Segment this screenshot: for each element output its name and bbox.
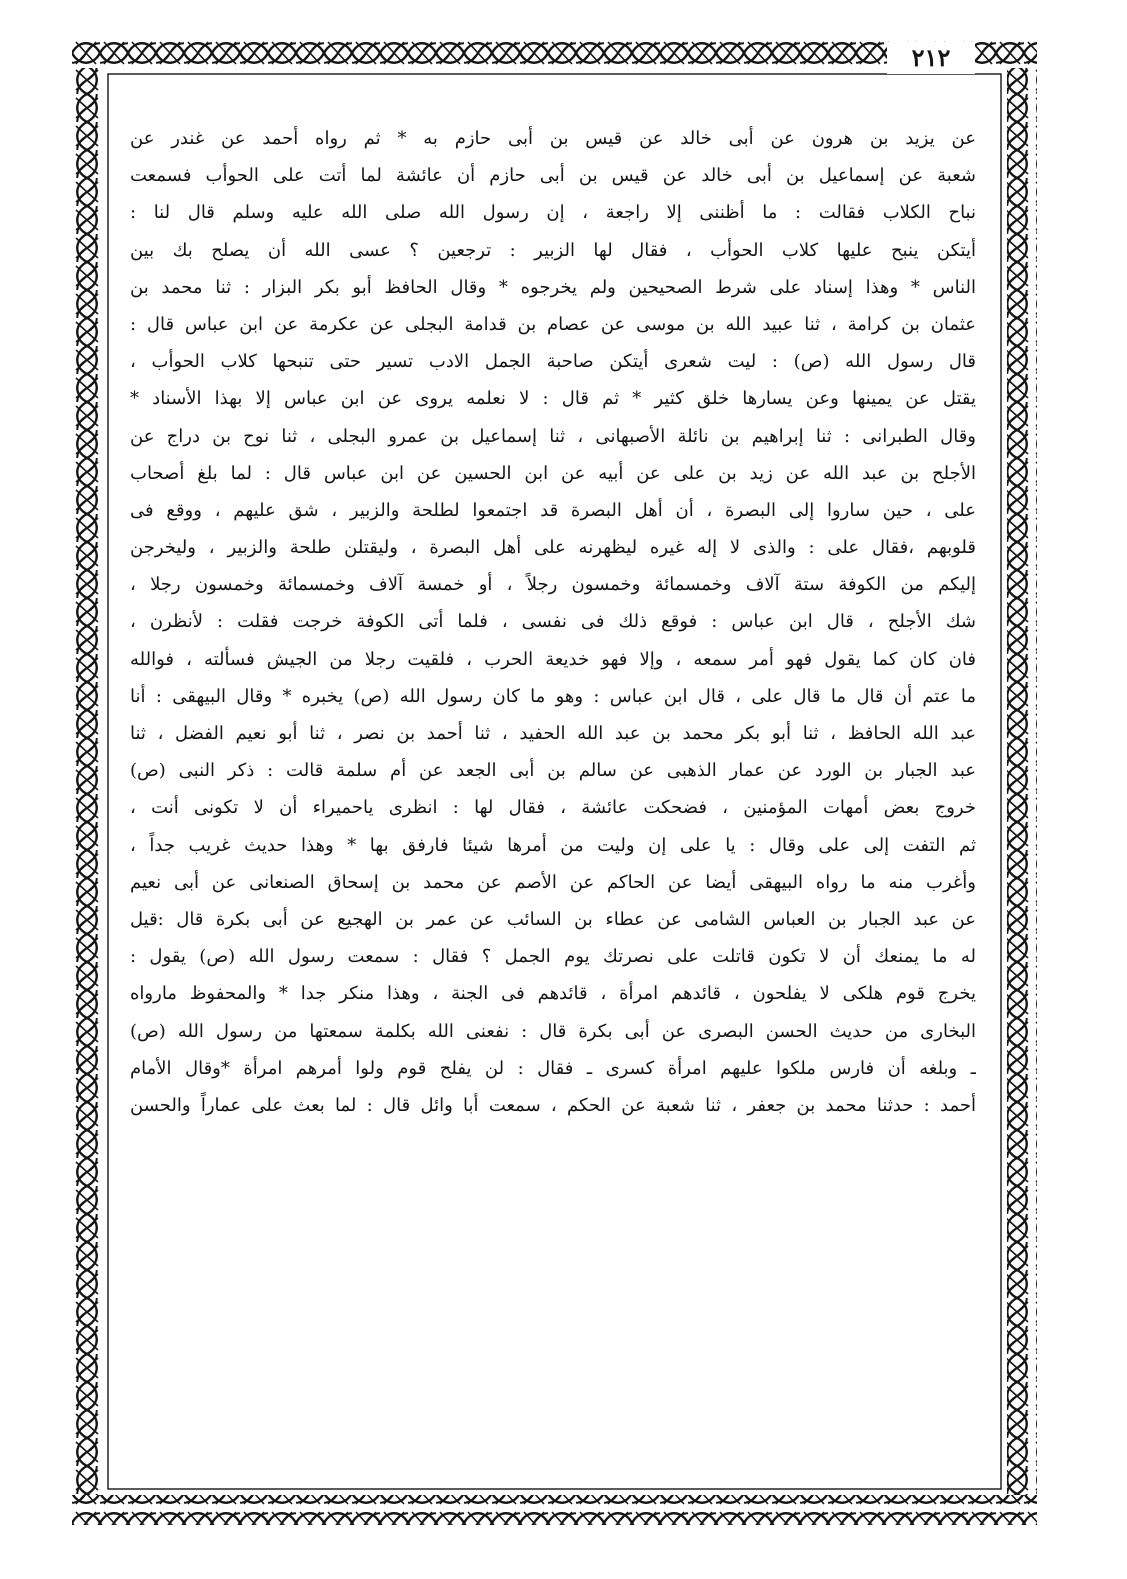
text-line: قلوبهم ،فقال على : والذى لا إله غيره ليظهرنه على أهل البصرة ، وليقتلن طلحة والزبير ، وليخرجن bbox=[130, 537, 976, 559]
text-line: ما عتم أن قال ما قال على ، قال ابن عباس : وهو ما كان رسول الله (ص) يخبره * وقال البيهقى : أنا bbox=[130, 685, 976, 707]
text-line: البخارى من حديث الحسن البصرى عن أبى بكرة قال : نفعنى الله بكلمة سمعتها من رسول الله (ص) bbox=[130, 1020, 976, 1042]
text-line: قال رسول الله (ص) : ليت شعرى أيتكن صاحبة الجمل الادب تسير حتى تنبحها كلاب الحوأب ، bbox=[130, 351, 976, 373]
text-line: عثمان بن كرامة ، ثنا عبيد الله بن موسى عن عصام بن قدامة البجلى عن عكرمة عن ابن عباس قال : bbox=[130, 313, 976, 335]
text-line: له ما يمنعك أن لا تكون قاتلت على نصرتك يوم الجمل ؟ فقال : سمعت رسول الله (ص) يقول : bbox=[130, 946, 976, 968]
text-line: خروج بعض أمهات المؤمنين ، فضحكت عائشة ، فقال لها : انظرى ياحميراء أن لا تكونى أنت ، bbox=[130, 797, 976, 819]
text-line: أحمد : حدثنا محمد بن جعفر ، ثنا شعبة عن الحكم ، سمعت أبا وائل قال : لما بعث على عماراً والحسن bbox=[130, 1094, 976, 1116]
text-line: الناس * وهذا إسناد على شرط الصحيحين ولم يخرجوه * وقال الحافظ أبو بكر البزار : ثنا محمد بن bbox=[130, 276, 976, 298]
text-line: يقتل عن يمينها وعن يسارها خلق كثير * ثم قال : لا نعلمه يروى عن ابن عباس إلا بهذا الأسناد * bbox=[130, 388, 976, 410]
text-line: على ، حين ساروا إلى البصرة ، أن أهل البصرة قد اجتمعوا لطلحة والزبير ، شق عليهم ، ووقع فى bbox=[130, 499, 976, 521]
text-line: يخرج قوم هلكى لا يفلحون ، قائدهم امرأة ، قائدهم فى الجنة ، وهذا منكر جدا * والمحفوظ مارواه bbox=[130, 983, 976, 1005]
text-line: عن يزيد بن هرون عن أبى خالد عن قيس بن أبى حازم به * ثم رواه أحمد عن غندر عن bbox=[130, 128, 976, 149]
text-line: شك الأجلح ، قال ابن عباس : فوقع ذلك فى نفسى ، فلما أتى الكوفة خرجت فقلت : لأنظرن ، bbox=[130, 611, 976, 633]
text-line: وأغرب منه ما رواه البيهقى أيضا عن الحاكم عن الأصم عن محمد بن إسحاق الصنعانى عن أبى نعيم bbox=[130, 871, 976, 893]
text-line: فان كان كما يقول فهو أمر سمعه ، وإلا فهو خديعة الحرب ، فلقيت رجلا من الجيش فسألته ، فوالله bbox=[130, 648, 976, 670]
text-line: إليكم من الكوفة ستة آلاف وخمسمائة وخمسون رجلاً ، أو خمسة آلاف وخمسمائة وخمسون رجلا ، bbox=[130, 574, 976, 596]
page-frame bbox=[72, 38, 1037, 1525]
text-line: ثم التفت إلى على وقال : يا على إن وليت من أمرها شيئا فارفق بها * وهذا حديث غريب جداً ، bbox=[130, 834, 976, 856]
text-line: وقال الطبرانى : ثنا إبراهيم بن نائلة الأصبهانى ، ثنا إسماعيل بن عمرو البجلى ، ثنا نوح بن دراج عن bbox=[130, 425, 976, 447]
page-number: ٢١٢ bbox=[887, 42, 975, 74]
text-line: عن عبد الجبار بن العباس الشامى عن عطاء بن السائب عن عمر بن الهجيع عن أبى بكرة قال :قيل bbox=[130, 908, 976, 930]
text-line: أيتكن ينبح عليها كلاب الحوأب ، فقال لها الزبير : ترجعين ؟ عسى الله أن يصلح بك بين bbox=[130, 239, 976, 261]
text-line: الأجلح بن عبد الله عن زيد بن على عن أبيه عن ابن الحسين عن ابن عباس قال : لما بلغ أصحاب bbox=[130, 462, 976, 484]
text-line: نباح الكلاب فقالت : ما أظننى إلا راجعة ، إن رسول الله صلى الله عليه وسلم قال لنا : bbox=[130, 202, 976, 224]
body-text bbox=[130, 120, 976, 1458]
text-line: شعبة عن إسماعيل بن أبى خالد عن قيس بن أبى حازم أن عائشة لما أتت على الحوأب فسمعت bbox=[130, 165, 976, 187]
text-line: عبد الله الحافظ ، ثنا أبو بكر محمد بن عبد الله الحفيد ، ثنا أحمد بن نصر ، ثنا أبو نعيم الفضل ، ثنا bbox=[130, 723, 976, 744]
text-line: ـ وبلغه أن فارس ملكوا عليهم امرأة كسرى ـ فقال : لن يفلح قوم ولوا أمرهم امرأة *وقال الأمام bbox=[130, 1057, 976, 1079]
text-line: عبد الجبار بن الورد عن عمار الذهبى عن سالم بن أبى الجعد عن أم سلمة قالت : ذكر النبى (ص) bbox=[130, 760, 976, 782]
